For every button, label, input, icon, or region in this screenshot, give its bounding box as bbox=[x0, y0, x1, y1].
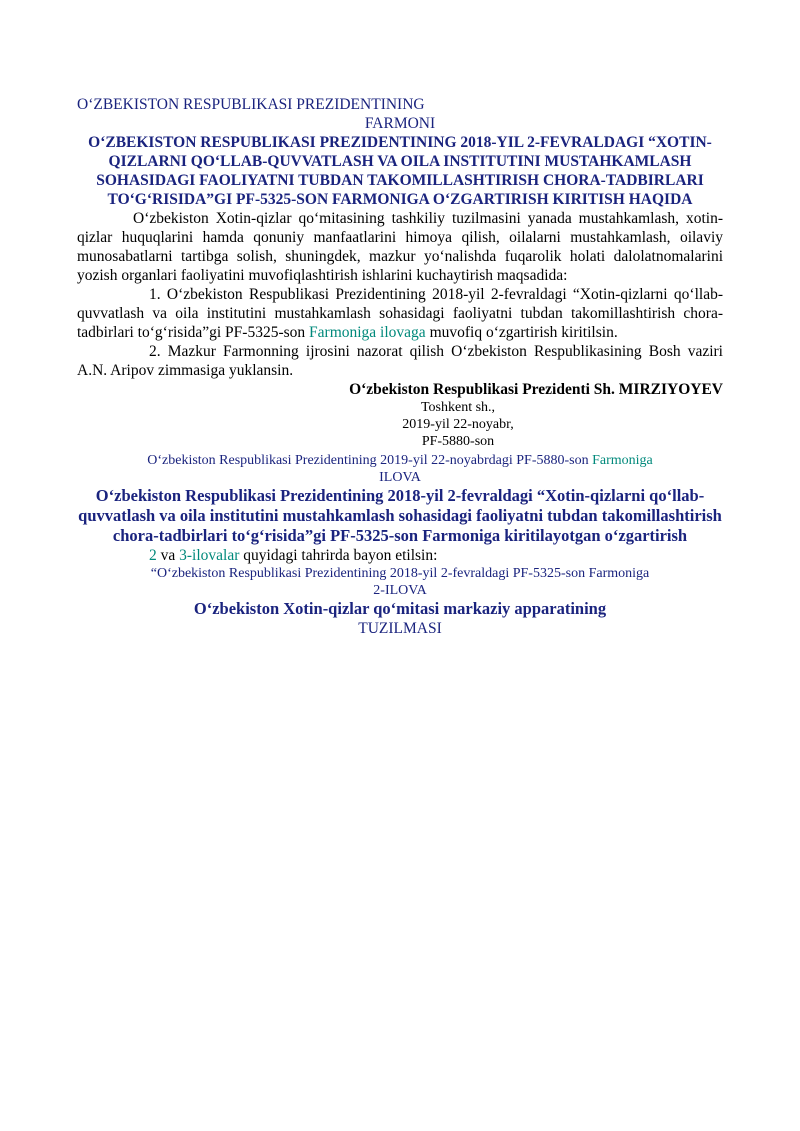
annex-title: O‘zbekiston Respublikasi Prezidentining 2018-yil 2-fevraldagi “Xotin-qizlarni qo‘llab-quvvatlash va oila institutini mustahkamlash sohasidagi faoliyatni tubdan takomillashtirish chora-tadbirlari to‘g‘risida”gi PF-5325-son Farmoniga kiritilayotgan o‘zgartirish bbox=[78, 486, 722, 545]
signature-place: Toshkent sh., bbox=[420, 400, 496, 415]
header-line-2: FARMONI bbox=[364, 115, 436, 132]
signature-number: PF-5880-son bbox=[421, 434, 495, 449]
decree-title: O‘ZBEKISTON RESPUBLIKASI PREZIDENTINING 2018-YIL 2-FEVRALDAGI “XOTIN-QIZLARNI QO‘LLAB-QUVVATLASH VA OILA INSTITUTINI MUSTAHKAMLASH SOHASIDAGI FAOLIYATNI TUBDAN TAKOMILLASHTIRISH CHORA-TADBIRLARI TO‘G‘RISIDA”GI PF-5325-SON FARMONIGA O‘ZGARTIRISH KIRITISH HAQIDA bbox=[88, 134, 712, 208]
farmoniga-link[interactable]: Farmoniga bbox=[592, 453, 653, 468]
sub-annex-label: 2-ILOVA bbox=[373, 583, 427, 598]
annex-reference-text: O‘zbekiston Respublikasi Prezidentining 2019-yil 22-noyabrdagi PF-5880-son bbox=[147, 453, 593, 468]
annex-intro-mid: va bbox=[156, 547, 180, 564]
annex-label: ILOVA bbox=[379, 470, 421, 485]
sub-annex-caption: TUZILMASI bbox=[358, 620, 442, 637]
annex-3-link[interactable]: 3-ilovalar bbox=[179, 547, 240, 564]
farmoniga-ilovaga-link[interactable]: Farmoniga ilovaga bbox=[309, 324, 426, 341]
signature-name: O‘zbekiston Respublikasi Prezidenti Sh. MIRZIYOYEV bbox=[349, 381, 723, 398]
annex-intro bbox=[77, 546, 723, 565]
annex-intro-rest: quyidagi tahrirda bayon etilsin: bbox=[239, 547, 438, 564]
item-1-text-end: muvofiq o‘zgartirish kiritilsin. bbox=[425, 324, 618, 341]
item-1-paragraph bbox=[77, 285, 723, 342]
preamble-paragraph: O‘zbekiston Xotin-qizlar qo‘mitasining tashkiliy tuzilmasini yanada mustahkamlash, xotin-qizlar huquqlarini hamda qonuniy manfaatlarini himoya qilish, oilalarni mustahkamlash, oilaviy munosabatlarni tartibga solish, shuningdek, mazkur yo‘nalishda fuqarolik holati dalolatnomalarini yozish organlari faoliyatini muvofiqlashtirish ishlarini kuchaytirish maqsadida: bbox=[77, 210, 723, 284]
signature-date: 2019-yil 22-noyabr, bbox=[402, 417, 514, 432]
annex-2-link[interactable]: 2 bbox=[149, 547, 157, 564]
item-1-text: 1. O‘zbekiston Respublikasi Prezidentining 2018-yil 2-fevraldagi “Xotin-qizlarni qo‘llab-quvvatlash va oila institutini mustahkamlash sohasidagi faoliyatni tubdan takomillashtirish chora-tadbirlari to‘g‘risida”gi PF-5325-son bbox=[77, 286, 723, 341]
sub-annex-title: O‘zbekiston Xotin-qizlar qo‘mitasi markaziy apparatining bbox=[193, 599, 607, 618]
header-line-1: O‘ZBEKISTON RESPUBLIKASI PREZIDENTINING bbox=[77, 96, 425, 113]
document-body bbox=[77, 95, 723, 638]
annex-quote: “O‘zbekiston Respublikasi Prezidentining 2018-yil 2-fevraldagi PF-5325-son Farmoniga bbox=[150, 566, 650, 581]
item-2-paragraph: 2. Mazkur Farmonning ijrosini nazorat qilish O‘zbekiston Respublikasining Bosh vaziri A.N. Aripov zimmasiga yuklansin. bbox=[77, 343, 723, 379]
annex-reference bbox=[77, 452, 723, 469]
